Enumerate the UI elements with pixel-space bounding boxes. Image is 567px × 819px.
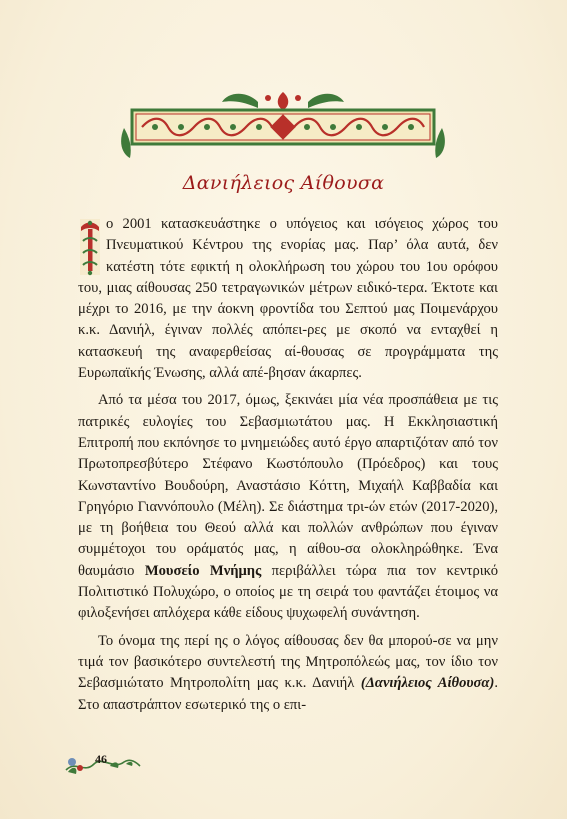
paragraph-3: [78, 631, 498, 716]
body-text: [78, 214, 498, 716]
dropcap-letter: Τ: [78, 217, 79, 218]
paragraph-3-text-b: . Στο απαστράπτον εσωτερικό της ο επι-: [78, 675, 498, 713]
paragraph-2: [78, 390, 498, 624]
page-title: Δανιήλειος Αίθουσα: [182, 172, 385, 194]
hall-name-bolditalic: (Δανιήλειος Αίθουσα): [360, 675, 495, 692]
page-number: 46: [95, 752, 107, 766]
paragraph-1: [78, 214, 498, 384]
museum-name-bold: Μουσείο Μνήμης: [144, 562, 262, 579]
illuminated-initial-icon: [78, 217, 102, 277]
paragraph-2-text-b: περιβάλλει τώρα πια τον κεντρικό Πολιτιστικό Πολυχώρο, ο οποίος με τη σειρά του φαντάζει έτοιμος να φιλοξενήσει απλόχερα κάθε είδους ψυχωφελή συνάντηση.: [78, 562, 498, 622]
paragraph-1-text: ο 2001 κατασκευάστηκε ο υπόγειος και ισόγειος χώρος του Πνευματικού Κέντρου της ενορίας μας. Παρ’ όλα αυτά, δεν κατέστη τότε εφικτή η ολοκλήρωση του χώρου του 1ου ορόφου του, μιας αίθουσας 250 τετραγωνικών μέτρων ειδικό-τερα. Έκτοτε και μέχρι το 2016, με την άοκνη φροντίδα του Σεπτού μας Ποιμενάρχου κ.κ. Δανιήλ, έγιναν πολλές απόπει-ρες με σκοπό να ενταχθεί η κατασκευή της αναφερθείσας αί-θουσας σε προγράμματα της Ευρωπαϊκής Ένωσης, αλλά απέ-βησαν άκαρπες.: [78, 216, 498, 382]
paragraph-3-text-a: Το όνομα της περί ης ο λόγος αίθουσας δεν θα μπορού-σε να μην τιμά τον βασικότερο συντελεστή της Μητροπόλεώς μας, τον ίδιο τον Σεβασμιώτατο Μητροπολίτη μας κ.κ. Δανιήλ: [78, 632, 498, 692]
paragraph-2-text-a: Από τα μέσα του 2017, όμως, ξεκινάει μία νέα προσπάθεια με τις πατρικές ευλογίες του Σεβασμιωτάτου μας. Η Εκκλησιαστική Επιτροπή που εκπόνησε το μνημειώδες αυτό έργο απαρτιζόταν από τον Πρωτοπρεσβύτερο Στέφανο Κωστόπουλο (Πρόεδρος) και τους Κωνσταντίνο Βουδούρη, Αναστάσιο Κόττη, Μιχαήλ Καββαδία και Γρηγόριο Γιαννόπουλο (Μέλη). Σε διάστημα τρι-ών ετών (2017-2020), με τη βοήθεια του Θεού αλλά και πολλών ανθρώπων που έγιναν συμμέτοχοι του οράματός μας, η αίθου-σα ολοκληρώθηκε. Ένα θαυμάσιο: [78, 392, 498, 579]
ornamental-headpiece-icon: [118, 88, 448, 160]
